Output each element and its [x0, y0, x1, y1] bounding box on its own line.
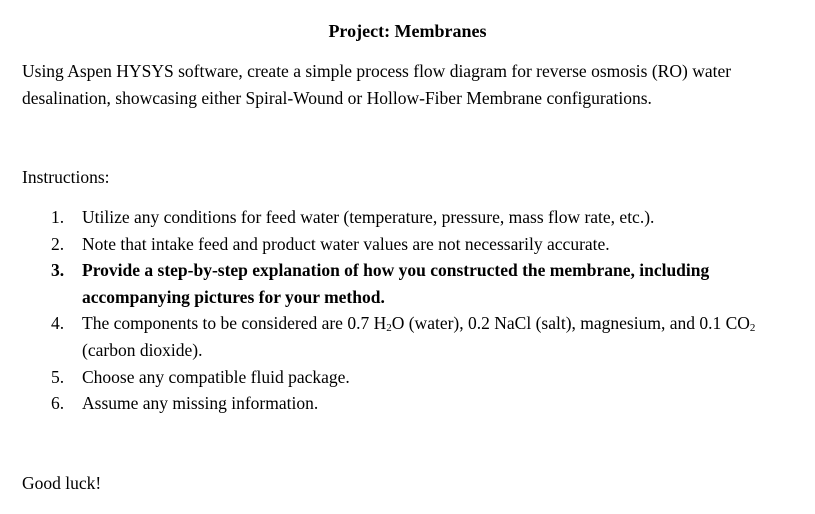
- text-part: O (water), 0.2 NaCl (salt), magnesium, and 0.1 CO: [391, 313, 750, 334]
- subscript-2: 2: [386, 322, 392, 335]
- instruction-text: [82, 313, 755, 360]
- intro-paragraph: Using Aspen HYSYS software, create a simple process flow diagram for reverse osmosis (RO) water desalination, showcasing either Spiral-Wound or Hollow-Fiber Membrane configurations.: [22, 61, 732, 108]
- list-number: 1.: [51, 207, 65, 227]
- text-part: The components to be considered are 0.7 H: [82, 313, 387, 334]
- page-title: Project: Membranes: [328, 21, 487, 41]
- instruction-item-3: [0, 257, 802, 310]
- instruction-text: Provide a step-by-step explanation of how you constructed the membrane, including accompanying pictures for your method.: [82, 260, 710, 307]
- instruction-item-1: [0, 204, 802, 231]
- instruction-text: Choose any compatible fluid package.: [82, 366, 350, 387]
- instruction-text: Utilize any conditions for feed water (temperature, pressure, mass flow rate, etc.).: [82, 207, 655, 227]
- instructions-heading: Instructions:: [22, 167, 110, 187]
- instructions-list: [0, 204, 815, 417]
- list-number: 3.: [51, 260, 65, 281]
- instruction-item-6: [0, 390, 802, 417]
- list-number: 6.: [51, 393, 65, 414]
- instruction-item-4: [0, 310, 802, 363]
- instruction-item-2: [0, 231, 802, 258]
- instruction-text: Assume any missing information.: [82, 393, 319, 414]
- list-number: 4.: [51, 313, 65, 334]
- closing-text: Good luck!: [22, 473, 102, 493]
- instruction-item-5: [0, 364, 802, 391]
- subscript-2: 2: [749, 322, 756, 335]
- instruction-text: Note that intake feed and product water values are not necessarily accurate.: [82, 233, 610, 254]
- list-number: 5.: [51, 366, 65, 387]
- text-part: (carbon dioxide).: [82, 339, 203, 360]
- list-number: 2.: [51, 233, 65, 254]
